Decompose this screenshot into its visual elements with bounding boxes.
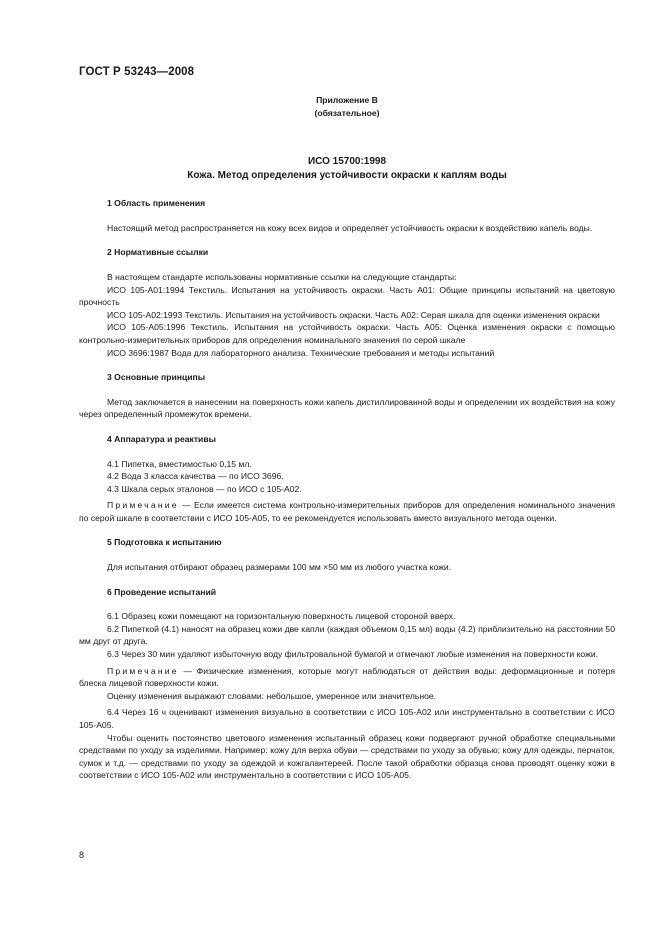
section-6-heading: 6 Проведение испытаний xyxy=(107,586,217,597)
section-1-heading: 1 Область применения xyxy=(107,198,206,209)
reference-item: ИСО 3696:1987 Вода для лабораторного анализа. Технические требования и методы испытаний xyxy=(107,347,495,358)
standard-number: ИСО 15700:1998 xyxy=(307,156,387,168)
document-body xyxy=(79,94,615,782)
reference-item: ИСО 105-А02:1993 Текстиль. Испытания на устойчивость окраски. Часть А02: Серая шкала для оценки изменения окраски xyxy=(107,309,600,320)
section-4-heading: 4 Аппаратура и реактивы xyxy=(107,433,216,444)
apparatus-item: 4.2 Вода 3 класса качества — по ИСО 3696. xyxy=(107,471,284,482)
procedure-item: 6.4 Через 16 ч оценивают изменения визуально в соответствии с ИСО 105-А02 или инструментально в соответствии с ИСО 105-А05. xyxy=(79,707,615,730)
note-text: — Физические изменения, которые могут наблюдаться от действия воды: деформационные и потеря блеска лицевой поверхности кожи. xyxy=(79,665,615,689)
reference-item: ИСО 105-А05:1996 Текстиль. Испытания на устойчивость окраски. Часть А05: Оценка изменения окраски с помощью контрольно-измерительных приборов для определения номинального значения по серой шкале xyxy=(79,322,615,345)
appendix-title: Приложение В xyxy=(316,95,378,105)
section-5-heading: 5 Подготовка к испытанию xyxy=(107,537,222,548)
procedure-item: 6.3 Через 30 мин удаляют избыточную воду фильтровальной бумагой и отмечают любые изменения на поверхности кожи. xyxy=(107,649,599,660)
appendix-status: (обязательное) xyxy=(314,107,380,118)
apparatus-item: 4.1 Пипетка, вместимостью 0,15 мл. xyxy=(107,458,252,469)
section-2-intro: В настоящем стандарте использованы нормативные ссылки на следующие стандарты: xyxy=(107,271,457,282)
document-header: ГОСТ Р 53243—2008 xyxy=(79,66,195,78)
section-5-text: Для испытания отбирают образец размерами 100 мм ×50 мм из любого участка кожи. xyxy=(107,562,452,573)
section-6-note xyxy=(79,665,615,690)
procedure-item: 6.2 Пипеткой (4.1) наносят на образец кожи две капли (каждая объемом 0,15 мл) воды (4.2) приблизительно на расстоянии 50 мм друг от друга. xyxy=(79,623,615,647)
reference-item: ИСО 105-А01:1994 Текстиль. Испытания на устойчивость окраски. Часть А01: Общие принципы испытаний на цветовую прочность xyxy=(79,284,615,308)
note-label: Примечание xyxy=(107,500,179,511)
page-number: 8 xyxy=(79,850,85,860)
final-procedure-text: Чтобы оценить постоянство цветового изменения испытанный образец кожи подвергают ручной обработке специальными средствами по уходу за изделиями. Например: кожу для верха обуви — средствами по уходу за обувью; кожу для одежды, перчаток, сумок и т.д. — средствами по уходу за одеждой и кожгалантереей. После такой обработки образца снова проводят оценку кожи в соответствии с ИСО 105-А02 или инструментально в соответствии с ИСО 105-А05. xyxy=(79,732,615,781)
assessment-text: Оценку изменения выражают словами: небольшое, умеренное или значительное. xyxy=(107,690,437,701)
apparatus-item: 4.3 Шкала серых эталонов — по ИСО с 105-А02. xyxy=(107,483,302,494)
section-1-text: Настоящий метод распространяется на кожу всех видов и определяет устойчивость окраски к воздействию капель воды. xyxy=(107,222,593,233)
section-2-heading: 2 Нормативные ссылки xyxy=(107,247,209,258)
note-label: Примечание xyxy=(107,665,179,676)
section-3-heading: 3 Основные принципы xyxy=(107,372,206,383)
section-4-note xyxy=(79,499,615,524)
standard-title: Кожа. Метод определения устойчивости окраски к каплям воды xyxy=(187,170,507,182)
procedure-item: 6.1 Образец кожи помещают на горизонтальную поверхность лицевой стороной вверх. xyxy=(107,611,456,622)
section-3-text: Метод заключается в нанесении на поверхность кожи капель дистиллированной воды и определении их воздействия на кожу через определенный промежуток времени. xyxy=(79,396,615,420)
note-text: — Если имеется система контрольно-измерительных приборов для определения номинального значения по серой шкале в соответствии с ИСО 105-А05, то ее рекомендуется использовать вместо визуального метода оценки. xyxy=(79,500,615,523)
